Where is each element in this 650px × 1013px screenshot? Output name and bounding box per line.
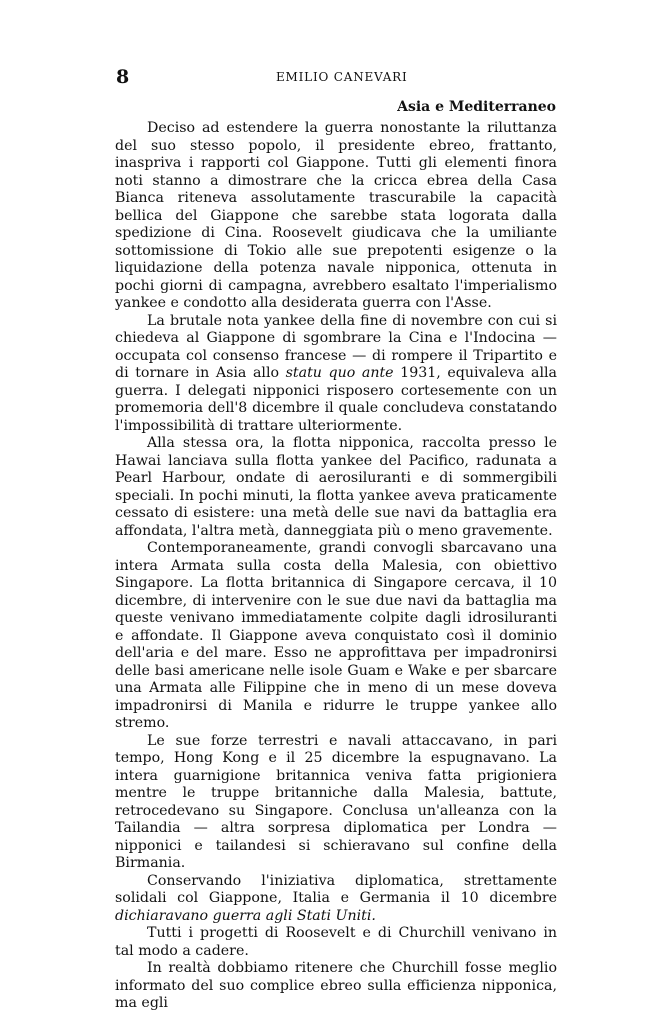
paragraph: In realtà dobbiamo ritenere che Churchill fosse meglio informato del suo complice ebreo sulla efficienza nipponica, ma egli [115,960,557,1011]
page-header [116,66,556,88]
paragraph: Contemporaneamente, grandi convogli sbarcavano una intera Armata sulla costa della Malesia, con obiettivo Singapore. La flotta britannica di Singapore cercava, il 10 dicembre, di intervenire con le sue due navi da battaglia ma queste venivano immediatamente colpite dagli idrosiluranti e affondate. Il Giappone aveva conquistato così il dominio dell'aria e del mare. Esso ne approfittava per impadronirsi delle basi americane nelle isole Guam e Wake e per sbarcare una Armata alle Filippine che in meno di un mese doveva impadronirsi di Manila e ridurre le truppe yankee allo stremo. [115,540,557,731]
italic-phrase: statu quo ante [285,365,394,381]
paragraph-text: 1931, equivaleva alla guerra. I delegati nipponici risposero cortesemente con un promemoria dell'8 dicembre il quale concludeva constatando l'impossibilità di trattare ulteriormente. [115,365,557,434]
running-head: EMILIO CANEVARI [276,70,408,84]
body-text [115,120,557,1013]
paragraph: Deciso ad estendere la guerra nonostante la riluttanza del suo stesso popolo, il presidente ebreo, frattanto, inaspriva i rapporti col Giappone. Tutti gli elementi finora noti stanno a dimostrare che la cricca ebrea della Casa Bianca riteneva assolutamente trascurabile la capacità bellica del Giappone che sarebbe stata logorata dalla spedizione di Cina. Roosevelt giudicava che la umiliante sottomissione di Tokio alle sue prepotenti esigenze o la liquidazione della potenza navale nipponica, ottenuta in pochi giorni di campagna, avrebbero esaltato l'imperialismo yankee e condotto alla desiderata guerra con l'Asse. [115,120,557,311]
paragraph: Le sue forze terrestri e navali attaccavano, in pari tempo, Hong Kong e il 25 dicembre la espugnavano. La intera guarnigione britannica veniva fatta prigioniera mentre le truppe britanniche dalla Malesia, battute, retrocedevano su Singapore. Conclusa un'alleanza con la Tailandia — altra sorpresa diplomatica per Londra — nipponici e tailandesi si schieravano sul confine della Birmania. [115,732,557,871]
paragraph [115,873,557,926]
paragraph: Tutti i progetti di Roosevelt e di Churchill venivano in tal modo a cadere. [115,925,557,959]
paragraph-text: La brutale nota yankee della fine di novembre con cui si chiedeva al Giappone di sgombrare la Cina e l'Indocina — occupata col consenso francese — di rompere il Tripartito e di tornare in Asia allo [115,312,557,381]
paragraph [115,313,557,436]
paragraph-text: Conservando l'iniziativa diplomatica, strettamente solidali col Giappone, Italia e Germania il 10 dicembre [115,872,557,906]
section-title: Asia e Mediterraneo [397,99,556,115]
paragraph: Alla stessa ora, la flotta nipponica, raccolta presso le Hawai lanciava sulla flotta yankee del Pacifico, radunata a Pearl Harbour, ondate di aerosiluranti e di sommergibili speciali. In pochi minuti, la flotta yankee aveva praticamente cessato di esistere: una metà delle sue navi da battaglia era affondata, l'altra metà, danneggiata più o meno gravemente. [115,435,557,539]
page-number: 8 [116,66,130,88]
italic-phrase: dichiaravano guerra agli Stati Uniti. [115,907,376,924]
